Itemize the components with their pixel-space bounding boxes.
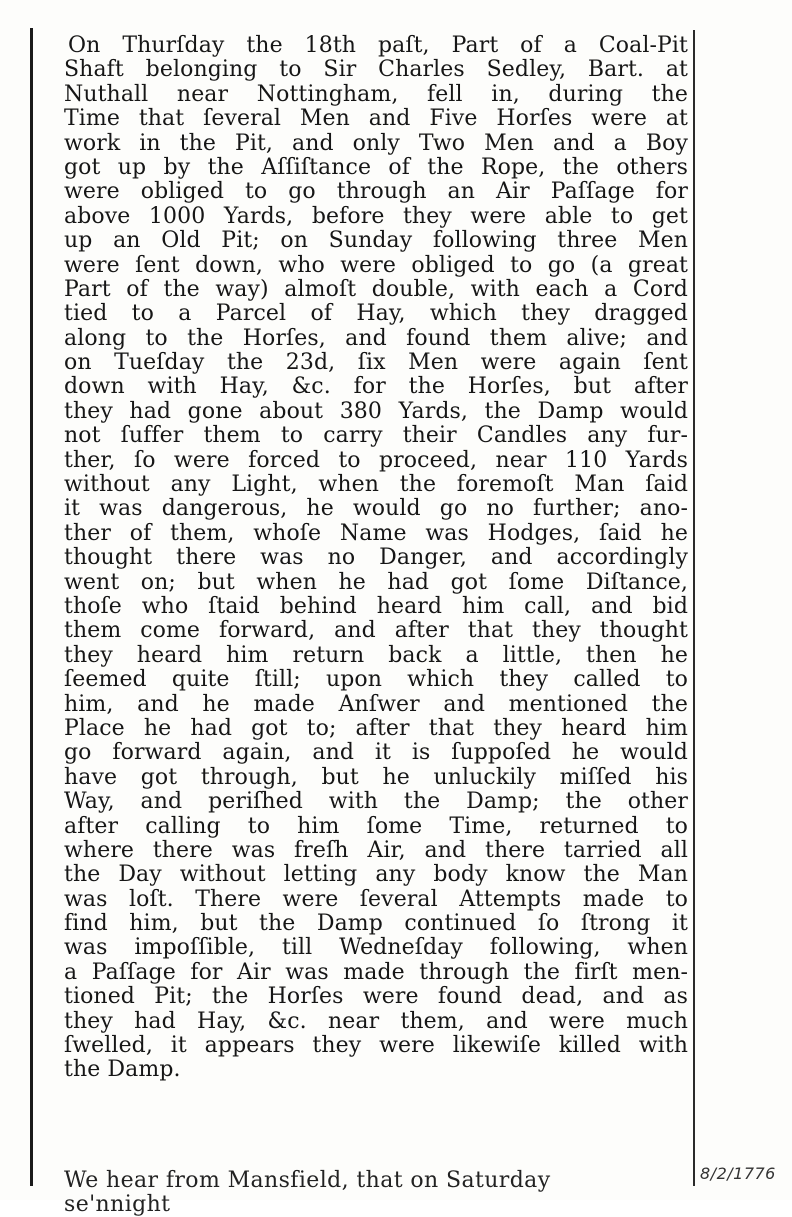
article-line: Nuthall near Nottingham, fell in, during the — [64, 81, 688, 107]
article-line: Way, and periſhed with the Damp; the other — [64, 789, 688, 815]
article-line: have got through, but he unluckily miſſed his — [64, 764, 688, 790]
article-line: went on; but when he had got ſome Diſtance, — [64, 569, 688, 595]
article-line: go forward again, and it is ſuppoſed he would — [64, 740, 688, 766]
article-line: Time that ſeveral Men and Five Horſes were at — [64, 106, 688, 132]
article-line: not ſuffer them to carry their Candles any fur- — [64, 423, 688, 449]
article-line: Place he had got to; after that they heard him — [64, 715, 688, 741]
article-line: they had Hay, &c. near them, and were much — [64, 1008, 688, 1034]
article-line: them come forward, and after that they thought — [64, 618, 688, 644]
article-line: ſeemed quite ſtill; upon which they called to — [64, 667, 688, 693]
article-line: the Day without letting any body know the Man — [64, 862, 688, 888]
article-line: were ſent down, who were obliged to go (a great — [64, 252, 688, 278]
article-line: ther, ſo were forced to proceed, near 110 Yards — [64, 447, 688, 473]
handwritten-date-annotation: 8/2/1776 — [700, 1164, 776, 1183]
article-line: thought there was no Danger, and accordingly — [64, 545, 688, 571]
cut-off-line-text: We hear from Mansfield, that on Saturday se'nnight — [64, 1168, 551, 1217]
article-line: they had gone about 380 Yards, the Damp would — [64, 398, 688, 424]
article-line: find him, but the Damp continued ſo ſtrong it — [64, 911, 688, 937]
left-column-rule — [30, 28, 33, 1186]
article-line: tioned Pit; the Horſes were found dead, and as — [64, 984, 688, 1010]
article-line: up an Old Pit; on Sunday following three Men — [64, 228, 688, 254]
article-line: a Paſſage for Air was made through the firſt men- — [64, 959, 688, 985]
article-line: on Tueſday the 23d, ſix Men were again ſent — [64, 350, 688, 376]
article-line: was impoſſible, till Wedneſday following, when — [64, 935, 688, 961]
cut-off-next-article-line — [64, 1168, 664, 1217]
article-line: him, and he made Anſwer and mentioned the — [64, 691, 688, 717]
article-text — [64, 34, 688, 1083]
article-line: work in the Pit, and only Two Men and a Boy — [64, 130, 688, 156]
article-line: tied to a Parcel of Hay, which they dragged — [64, 301, 688, 327]
article-line: thoſe who ſtaid behind heard him call, and bid — [64, 593, 688, 619]
article-line: along to the Horſes, and found them alive; and — [64, 325, 688, 351]
article-line: they heard him return back a little, then he — [64, 642, 688, 668]
article-line: was loſt. There were ſeveral Attempts made to — [64, 886, 688, 912]
article-line: above 1000 Yards, before they were able to get — [64, 203, 688, 229]
article-line: Part of the way) almoſt double, with each a Cord — [64, 276, 688, 302]
article-line: Shaft belonging to Sir Charles Sedley, Bart. at — [64, 57, 688, 83]
article-line: it was dangerous, he would go no further; ano- — [64, 496, 688, 522]
article-line: On Thurſday the 18th paſt, Part of a Coal-Pit — [68, 33, 688, 58]
article-line: the Damp. — [64, 1057, 181, 1083]
article-line: ther of them, whoſe Name was Hodges, ſaid he — [64, 520, 688, 546]
article-line: got up by the Aſſiſtance of the Rope, the others — [64, 154, 688, 180]
article-line: ſwelled, it appears they were likewiſe killed with — [64, 1033, 688, 1059]
article-line: where there was freſh Air, and there tarried all — [64, 837, 688, 863]
article-line: were obliged to go through an Air Paſſage for — [64, 179, 688, 205]
right-column-rule — [693, 30, 695, 1186]
article-line: after calling to him ſome Time, returned to — [64, 813, 688, 839]
article-line: down with Hay, &c. for the Horſes, but after — [64, 374, 688, 400]
article-line: without any Light, when the foremoſt Man ſaid — [64, 472, 688, 498]
